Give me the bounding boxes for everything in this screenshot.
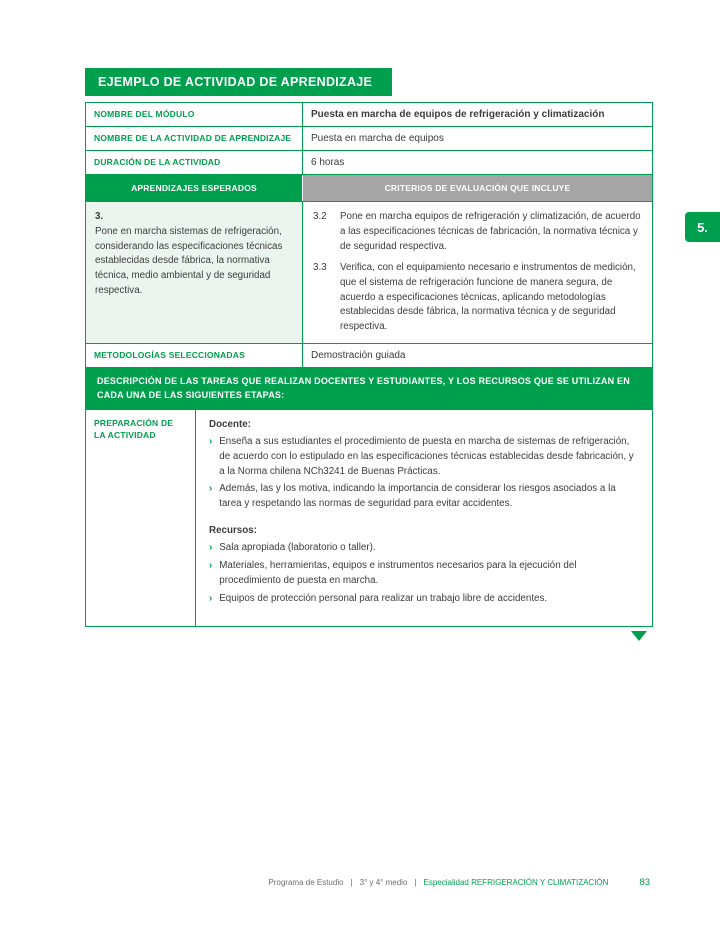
document-page bbox=[85, 68, 653, 641]
docente-heading: Docente: bbox=[209, 418, 251, 430]
aprendizaje-esperado-cell bbox=[86, 202, 303, 343]
row-label-modulo: NOMBRE DEL MÓDULO bbox=[86, 103, 303, 126]
table-row-actividad bbox=[86, 126, 652, 150]
content-row bbox=[86, 201, 652, 343]
chevron-bullet-icon: › bbox=[209, 592, 213, 604]
list-item-text: Además, las y los motiva, indicando la importancia de considerar los riesgos asociados a la tarea y respetando las normas de seguridad para evitar accidentes. bbox=[219, 483, 616, 510]
chevron-bullet-icon: › bbox=[209, 542, 213, 554]
recursos-bullet-list bbox=[209, 541, 639, 606]
page-title: EJEMPLO DE ACTIVIDAD DE APRENDIZAJE bbox=[98, 75, 373, 89]
aprendizaje-number: 3. bbox=[95, 211, 104, 223]
footer-separator: | bbox=[414, 878, 417, 887]
row-label-duracion: DURACIÓN DE LA ACTIVIDAD bbox=[86, 151, 303, 174]
header-criterios-evaluacion: CRITERIOS DE EVALUACIÓN QUE INCLUYE bbox=[303, 175, 652, 201]
table-row-preparacion bbox=[86, 409, 652, 627]
chevron-bullet-icon: › bbox=[209, 560, 213, 572]
list-item-text: Sala apropiada (laboratorio o taller). bbox=[219, 542, 376, 554]
list-item bbox=[209, 435, 639, 479]
footer bbox=[268, 877, 650, 888]
row-value-modulo: Puesta en marcha de equipos de refrigeración y climatización bbox=[311, 109, 605, 120]
recursos-heading: Recursos: bbox=[209, 524, 257, 536]
row-value-duracion: 6 horas bbox=[311, 157, 345, 169]
criterion-number: 3.3 bbox=[313, 262, 327, 274]
column-header-row bbox=[86, 174, 652, 201]
table-row-modulo bbox=[86, 103, 652, 126]
aprendizaje-text: Pone en marcha sistemas de refrigeración, considerando las especificaciones técnicas establecidas desde fábrica, la normativa técnica, medio ambiental y de seguridad respectiva. bbox=[95, 226, 283, 296]
criterion-item bbox=[313, 261, 642, 334]
row-value-metodologias: Demostración guiada bbox=[311, 349, 406, 361]
list-item-text: Enseña a sus estudiantes el procedimiento de puesta en marcha de sistemas de refrigeración, de acuerdo con lo estipulado en las especificaciones técnicas establecidas desde fabricación, y a la Norma chilena NCh3241 de Buenas Prácticas. bbox=[219, 436, 634, 477]
page-title-band bbox=[85, 68, 392, 96]
row-label-actividad: NOMBRE DE LA ACTIVIDAD DE APRENDIZAJE bbox=[86, 127, 303, 150]
footer-grade: 3° y 4° medio bbox=[359, 878, 408, 887]
descripcion-banner: DESCRIPCIÓN DE LAS TAREAS QUE REALIZAN DOCENTES Y ESTUDIANTES, Y LOS RECURSOS QUE SE UTILIZAN EN CADA UNA DE LAS SIGUIENTES ETAPAS: bbox=[86, 367, 652, 409]
docente-bullet-list bbox=[209, 435, 639, 511]
continuation-arrow-icon bbox=[631, 631, 647, 641]
list-item bbox=[209, 559, 639, 588]
activity-table bbox=[85, 102, 653, 627]
table-row-duracion bbox=[86, 150, 652, 174]
criterion-item bbox=[313, 210, 642, 254]
list-item bbox=[209, 541, 639, 556]
criterion-number: 3.2 bbox=[313, 211, 327, 223]
footer-specialty: Especialidad REFRIGERACIÓN Y CLIMATIZACIÓN bbox=[423, 878, 609, 887]
criterion-text: Pone en marcha equipos de refrigeración y climatización, de acuerdo a las especificaciones técnicas de fabricación, la normativa técnica y de seguridad respectiva. bbox=[340, 211, 641, 252]
chevron-bullet-icon: › bbox=[209, 483, 213, 495]
section-tab: 5. bbox=[685, 212, 720, 242]
list-item bbox=[209, 592, 639, 607]
page-number: 83 bbox=[639, 877, 650, 888]
list-item-text: Equipos de protección personal para realizar un trabajo libre de accidentes. bbox=[219, 592, 548, 604]
list-item-text: Materiales, herramientas, equipos e instrumentos necesarios para la ejecución del procedimiento de puesta en marcha. bbox=[219, 560, 577, 586]
list-item bbox=[209, 482, 639, 511]
header-aprendizajes-esperados: APRENDIZAJES ESPERADOS bbox=[86, 175, 303, 201]
criterios-cell bbox=[303, 202, 652, 343]
chevron-bullet-icon: › bbox=[209, 436, 213, 448]
row-label-preparacion: PREPARACIÓN DE LA ACTIVIDAD bbox=[86, 410, 196, 627]
table-row-metodologias bbox=[86, 343, 652, 367]
row-value-actividad: Puesta en marcha de equipos bbox=[311, 133, 444, 145]
footer-separator: | bbox=[350, 878, 353, 887]
preparacion-content bbox=[196, 410, 652, 627]
footer-program: Programa de Estudio bbox=[268, 878, 344, 887]
row-label-metodologias: METODOLOGÍAS SELECCIONADAS bbox=[86, 344, 303, 367]
criterion-text: Verifica, con el equipamiento necesario e instrumentos de medición, que el sistema de refrigeración funcione de manera segura, de acuerdo a especificaciones técnicas, aplicando metodologías establecidas desde fábrica, la normativa técnica y de seguridad respectiva. bbox=[340, 262, 636, 333]
